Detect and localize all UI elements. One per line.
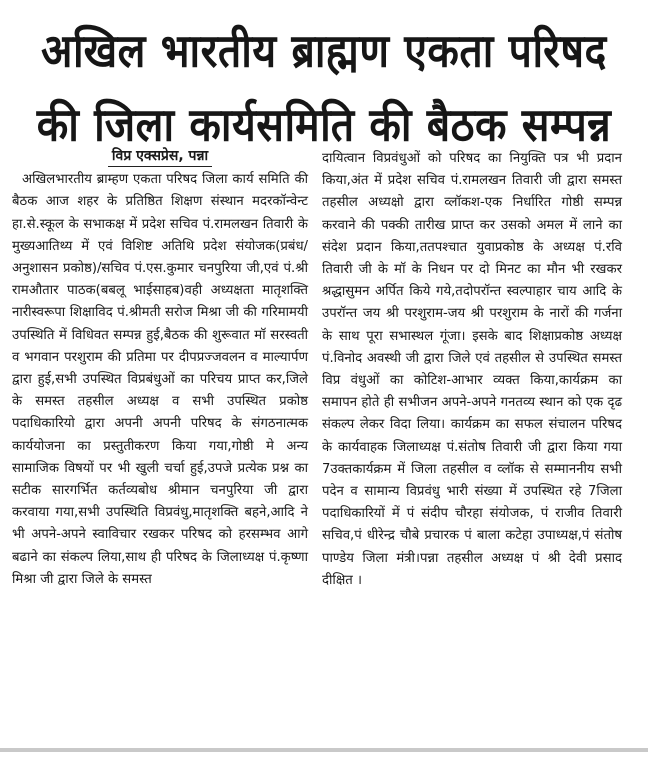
bottom-divider (0, 748, 648, 752)
article-headline (0, 14, 648, 162)
byline: विप्र एक्सप्रेस, पन्ना (108, 146, 212, 167)
article-body-left: अखिलभारतीय ब्राम्हण एकता परिषद जिला कार्य समिति की बैठक आज शहर के प्रतिष्ठित शिक्षण संस्थान मदरकॉन्वेन्ट हा.से.स्कूल के सभाकक्ष में प्रदेश सचिव पं.रामलखन तिवारी के मुख्यआतिथ्य में एवं विशिष्ट अतिथि प्रदेश संयोजक(प्रबंध/अनुशासन प्रकोष्ठ)/सचिव पं.एस.कुमार चनपुरिया जी,एवं पं.श्री रामऔतार पाठक(बबलू भाईसाहब)वही अध्यक्षता मातृशक्ति नारीस्वरूपा शिक्षाविद पं.श्रीमती सरोज मिश्रा जी की गरिमामयी उपस्थिति में विधिवत सम्पन्न हुई,बैठक की शुरूवात मॉ सरस्वती व भगवान परशुराम की प्रतिमा पर दीपप्रज्जवलन व माल्यार्पण द्वारा हुई,सभी उपस्थित विप्रबंधुओं का परिचय प्राप्त कर,जिले के समस्त तहसील अध्यक्ष व सभी उपस्थित प्रकोष्ठ पदाधिकारियो द्वारा अपनी अपनी परिषद के संगठनात्मक कार्ययोजना का प्रस्तुतीकरण किया गया,गोष्ठी मे अन्य सामाजिक विषयों पर भी खुली चर्चा हुई,उपजे प्रत्येक प्रश्न का सटीक सारगर्भित कर्तव्यबोध श्रीमान चनपुरिया जी द्वारा करवाया गया,सभी उपस्थिति विप्रवंधु,मातृशक्ति बहने,आदि ने भी अपने-अपने स्वाविचार रखकर परिषद को हरसम्भव आगे बढाने का संकल्प लिया,साथ ही परिषद के जिलाध्यक्ष पं.कृष्णा मिश्रा जी द्वारा जिले के समस्त (12, 172, 308, 587)
headline-line-1: अखिल भारतीय ब्राह्मण एकता परिषद (41, 24, 607, 78)
article-column-right (322, 148, 622, 592)
byline-container (12, 146, 308, 168)
article-column-left (12, 146, 308, 591)
headline-line-2: की जिला कार्यसमिति की बैठक सम्पन्न (36, 98, 612, 152)
article-body-right: दायित्वान विप्रवंधुओं को परिषद का नियुक्ति पत्र भी प्रदान किया,अंत में प्रदेश सचिव पं.रामलखन तिवारी जी द्वारा समस्त तहसील अध्यक्षो द्वारा व्लॉकश-एक निर्धारित गोष्ठी सम्पन्न करवाने की पक्की तारीख प्राप्त कर उसको अमल में लाने का संदेश प्रदान किया,ततपश्चात युवाप्रकोष्ठ के अध्यक्ष पं.रवि तिवारी जी के मॉ के निधन पर दो मिनट का मौन भी रखकर श्रद्धासुमन अर्पित किये गये,तदोपरॉन्त स्वल्पाहार चाय आदि के उपरॉन्त जय श्री परशुराम-जय श्री परशुराम के नारों की गर्जना के साथ पूरा सभास्थल गूंजा। इसके बाद शिक्षाप्रकोष्ठ अध्यक्ष पं.विनोद अवस्थी जी द्वारा जिले एवं तहसील से उपस्थित समस्त विप्र वंधुओं का कोटिश-आभार व्यक्त किया,कार्यक्रम का समापन होते ही सभीजन अपने-अपने गनतव्य स्थान को एक दृढ संकल्प लेकर विदा लिया। कार्यक्रम का सफल संचालन परिषद के कार्यवाहक जिलाध्यक्ष पं.संतोष तिवारी जी द्वारा किया गया 7उक्तकार्यक्रम में जिला तहसील व व्लॉक से सम्माननीय सभी पदेन व सामान्य विप्रवंधु भारी संख्या में उपस्थित रहे 7जिला पदाधिकारियों में पं संदीप चौरहा संयोजक, पं राजीव तिवारी सचिव,पं धीरेन्द्र चौबे प्रचारक पं बाला कटेहा उपाध्यक्ष,पं संतोष पाण्डेय जिला मंत्री।पन्ना तहसील अध्यक्ष पं श्री देवी प्रसाद दीक्षित । (322, 151, 622, 588)
